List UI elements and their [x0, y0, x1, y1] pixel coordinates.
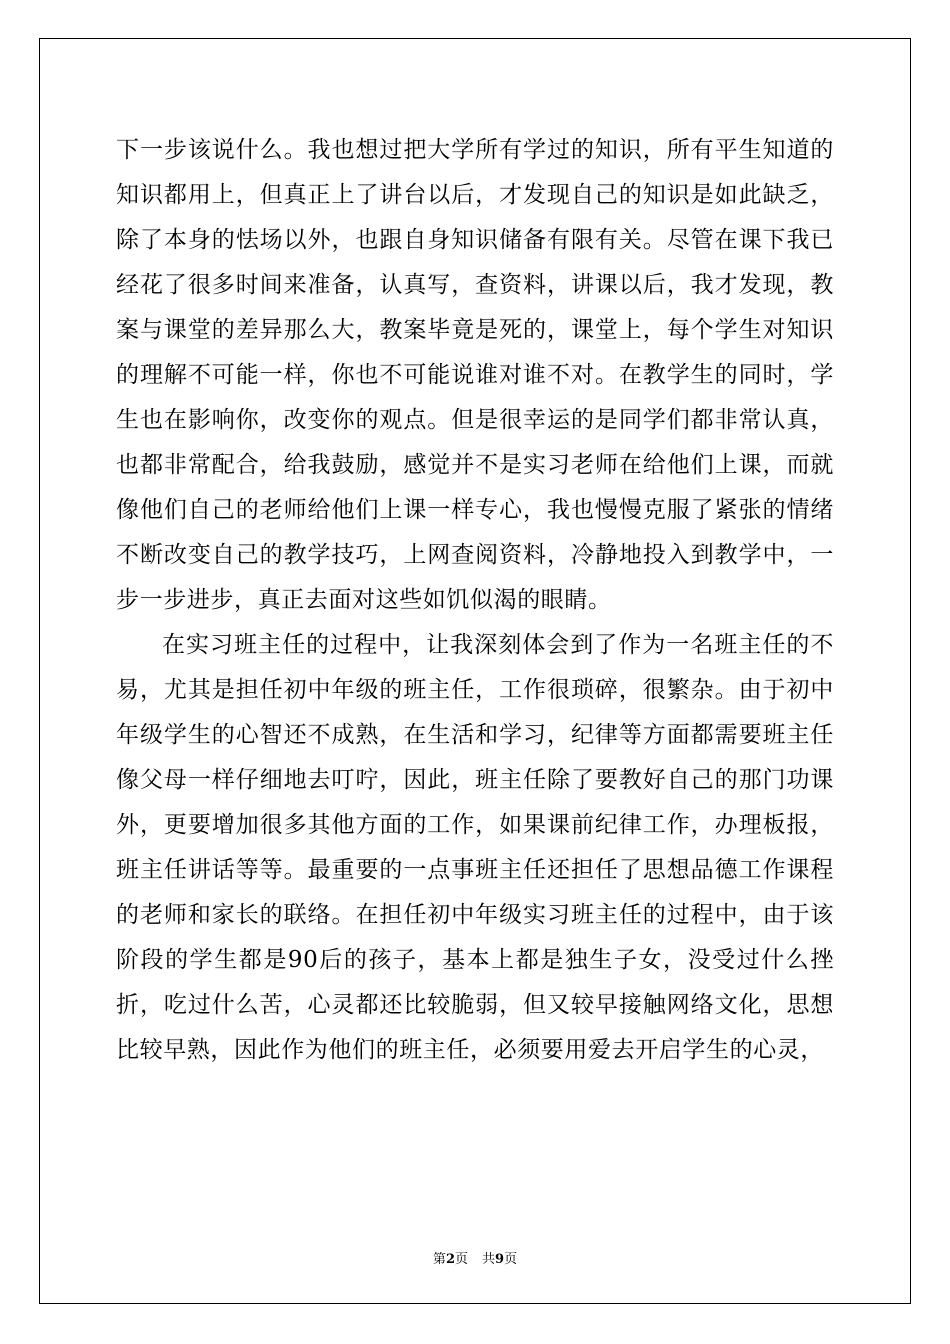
paragraph-1: 下一步该说什么。我也想过把大学所有学过的知识，所有平生知道的知识都用上，但真正上了讲台以后，才发现自己的知识是如此缺乏，除了本身的怯场以外，也跟自身知识储备有限有关。尽管在课下我已经花了很多时间来准备，认真写，查资料，讲课以后，我才发现，教案与课堂的差异那么大，教案毕竟是死的，课堂上，每个学生对知识的理解不可能一样，你也不可能说谁对谁不对。在教学生的同时，学生也在影响你，改变你的观点。但是很幸运的是同学们都非常认真，也都非常配合，给我鼓励，感觉并不是实习老师在给他们上课，而就像他们自己的老师给他们上课一样专心，我也慢慢克服了紧张的情绪不断改变自己的教学技巧，上网查阅资料，冷静地投入到教学中，一步一步进步，真正去面对这些如饥似渴的眼睛。: [116, 137, 834, 613]
page-number: 2: [445, 1252, 455, 1267]
document-body: [116, 128, 834, 1073]
total-suffix: 页: [504, 1252, 518, 1267]
page-footer: [0, 1248, 950, 1267]
page-prefix: 第: [432, 1252, 446, 1267]
page-suffix: 页: [454, 1252, 468, 1267]
total-prefix: 共: [482, 1252, 496, 1267]
paragraph-2: 在实习班主任的过程中，让我深刻体会到了作为一名班主任的不易，尤其是担任初中年级的班主任，工作很琐碎，很繁杂。由于初中年级学生的心智还不成熟，在生活和学习，纪律等方面都需要班主任像父母一样仔细地去叮咛，因此，班主任除了要教好自己的那门功课外，更要增加很多其他方面的工作，如果课前纪律工作，办理板报，班主任讲话等等。最重要的一点事班主任还担任了思想品德工作课程的老师和家长的联络。在担任初中年级实习班主任的过程中，由于该阶段的学生都是90后的孩子，基本上都是独生子女，没受过什么挫折，吃过什么苦，心灵都还比较脆弱，但又较早接触网络文化，思想比较早熟，因此作为他们的班主任，必须要用爱去开启学生的心灵，: [116, 632, 834, 1063]
total-pages: 9: [495, 1252, 505, 1267]
